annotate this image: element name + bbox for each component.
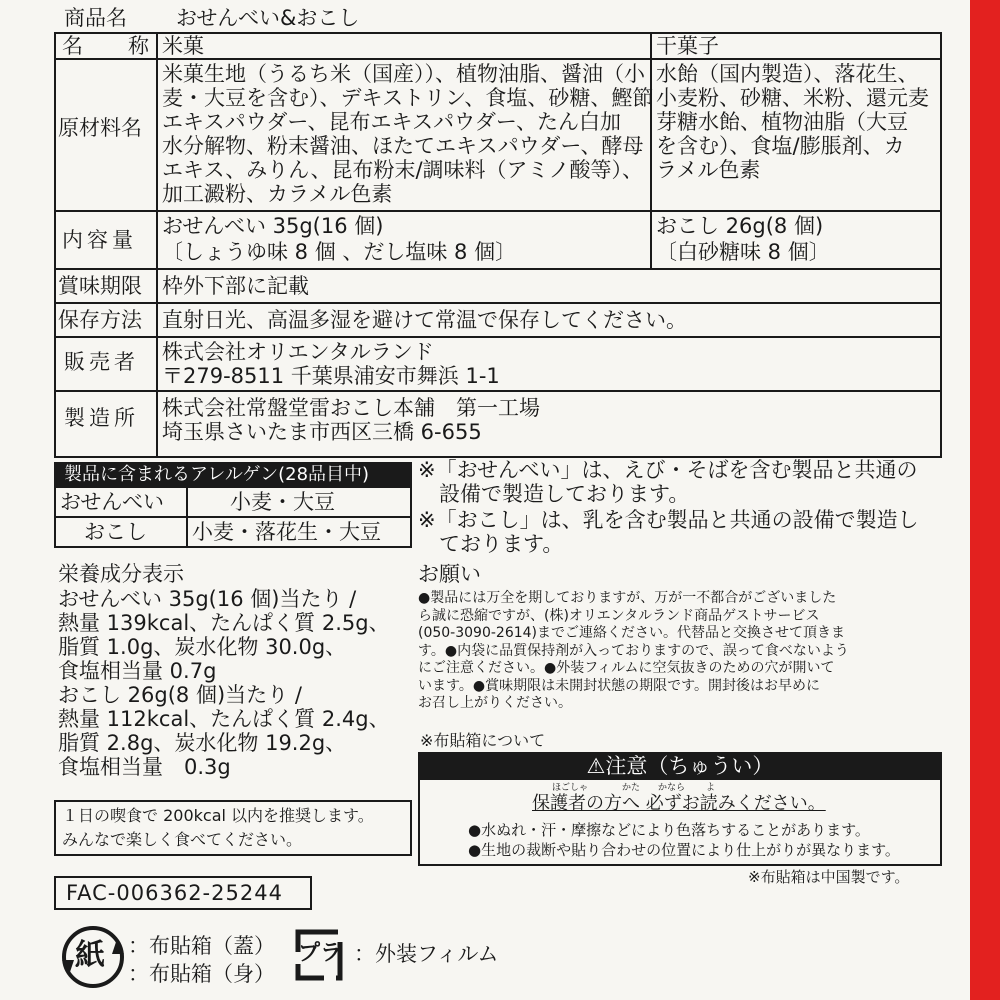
contents-right-1: おこし 26g(8 個) (656, 214, 824, 238)
seller-label: 販売者 (64, 350, 139, 374)
expiry-label: 賞味期限 (58, 274, 142, 298)
name-label: 名 称 (62, 34, 161, 58)
nutrition-line: 熱量 112kcal、たんぱく質 2.4g、 (58, 707, 390, 731)
request-title: お願い (418, 562, 481, 586)
product-name-value: おせんべい&おこし (176, 6, 360, 30)
recommend-line-2: みんなで楽しく食べてください。 (62, 830, 303, 849)
ingredients-right-line: ラメル色素 (656, 158, 761, 182)
seller-address: 〒279-8511 千葉県浦安市舞浜 1-1 (162, 364, 500, 388)
nutrition-title: 栄養成分表示 (58, 562, 184, 586)
contents-right-2: 〔白砂糖味 8 個〕 (656, 240, 830, 264)
nutrition-line: 脂質 1.0g、炭水化物 30.0g、 (58, 635, 347, 659)
caution-title: ⚠注意（ちゅうい） (418, 752, 942, 780)
nutrition-line: おこし 26g(8 個)当たり / (58, 683, 302, 707)
ingredients-right-line: 小麦粉、砂糖、米粉、還元麦 (656, 86, 929, 110)
product-code: FAC-006362-25244 (66, 881, 283, 905)
note-2-line-2: ております。 (418, 532, 564, 556)
allergen-product-2: おこし (84, 520, 147, 544)
paper-item-lid: ：布貼箱（蓋） (128, 934, 275, 958)
note-1-line-1: ※「おせんべい」は、えび・そばを含む製品と共通の (418, 458, 918, 482)
maker-name: 株式会社常盤堂雷おこし本舗 第一工場 (162, 396, 540, 420)
contents-left-2: 〔しょうゆ味 8 個 、だし塩味 8 個〕 (162, 240, 517, 264)
ingredients-left-line: 米菓生地（うるち米（国産））、植物油脂、醤油（小 (162, 62, 645, 86)
ingredients-left-line: 加工澱粉、カラメル色素 (162, 182, 393, 206)
maker-label: 製造所 (64, 406, 139, 430)
nutrition-line: 脂質 2.8g、炭水化物 19.2g、 (58, 731, 347, 755)
nutrition-line: 食塩相当量 0.3g (58, 755, 231, 779)
ingredients-right-line: を含む）、食塩/膨脹剤、カ (656, 134, 905, 158)
ingredients-label: 原材料名 (58, 116, 142, 140)
seller-name: 株式会社オリエンタルランド (162, 340, 434, 364)
ruby-1: ほごしゃ (552, 783, 589, 793)
ruby-4: よ (706, 783, 716, 793)
product-name-label: 商品名 (64, 6, 127, 30)
ingredients-left-line: エキス、みりん、昆布粉末/調味料（アミノ酸等）、 (162, 158, 644, 182)
request-line: います。●賞味期限は未開封状態の期限です。開封後はお早めに (418, 677, 820, 694)
storage-label: 保存方法 (58, 308, 142, 332)
ingredients-left-line: 水分解物、粉末醤油、ほたてエキスパウダー、酵母 (162, 134, 644, 158)
ruby-2: かた (622, 783, 641, 793)
request-line: (050-3090-2614)までご連絡ください。代替品と交換させて頂きま (418, 625, 846, 641)
paper-recycle-icon (60, 924, 126, 990)
fabric-box-heading: ※布貼箱について (420, 731, 546, 750)
request-line: す。●内袋に品質保持剤が入っておりますので、誤って食べないよう (418, 642, 849, 659)
nutrition-line: 食塩相当量 0.7g (58, 659, 217, 683)
name-right: 干菓子 (656, 34, 719, 58)
ingredients-right-line: 芽糖水飴、植物油脂（大豆 (656, 110, 908, 134)
contents-label: 内容量 (62, 228, 137, 252)
recommend-line-1: １日の喫食で 200kcal 以内を推奨します。 (62, 806, 374, 825)
plastic-recycle-icon (286, 922, 352, 988)
allergen-product-1: おせんべい (60, 490, 164, 514)
paper-mark-text: 紙 (75, 938, 105, 973)
name-left: 米菓 (162, 34, 204, 58)
caution-item-1: ●水ぬれ・汗・摩擦などにより色落ちすることがあります。 (468, 821, 870, 839)
made-in: ※布貼箱は中国製です。 (748, 868, 910, 886)
caution-item-2: ●生地の裁断や貼り合わせの位置により仕上がりが異なります。 (468, 841, 900, 859)
plastic-mark-text: プラ (298, 941, 343, 966)
request-line: にご注意ください。●外装フィルムに空気抜きのための穴が開いて (418, 660, 835, 676)
request-line: ●製品には万全を期しておりますが、万が一不都合がございました (418, 590, 837, 606)
plastic-item: ：外装フィルム (354, 942, 499, 966)
allergen-title: 製品に含まれるアレルゲン(28品目中) (54, 462, 412, 488)
paper-item-body: ：布貼箱（身） (128, 962, 275, 986)
nutrition-line: 熱量 139kcal、たんぱく質 2.5g、 (58, 611, 390, 635)
note-1-line-2: 設備で製造しております。 (418, 482, 690, 506)
contents-left-1: おせんべい 35g(16 個) (162, 214, 384, 238)
ingredients-left-line: エキスパウダー、昆布エキスパウダー、たん白加 (162, 110, 622, 134)
storage-value: 直射日光、高温多湿を避けて常温で保存してください。 (162, 308, 687, 332)
allergen-list-2: 小麦・落花生・大豆 (192, 520, 381, 544)
guardian-line: 保護者の方へ 必ずお読みください。 (532, 793, 826, 814)
expiry-value: 枠外下部に記載 (162, 274, 309, 298)
request-line: お召し上がりください。 (418, 695, 572, 711)
nutrition-line: おせんべい 35g(16 個)当たり / (58, 587, 357, 611)
maker-address: 埼玉県さいたま市西区三橋 6-655 (162, 420, 482, 444)
note-2-line-1: ※「おこし」は、乳を含む製品と共通の設備で製造し (418, 508, 919, 532)
ingredients-right-line: 水飴（国内製造）、落花生、 (656, 62, 919, 86)
allergen-list-1: 小麦・大豆 (230, 490, 335, 514)
ingredients-left-line: 麦・大豆を含む）、デキストリン、食塩、砂糖、鰹節 (162, 86, 654, 110)
request-line: ら誠に恐縮ですが、(株)オリエンタルランド商品ゲストサービス (418, 607, 820, 624)
ruby-3: かなら (658, 783, 686, 793)
